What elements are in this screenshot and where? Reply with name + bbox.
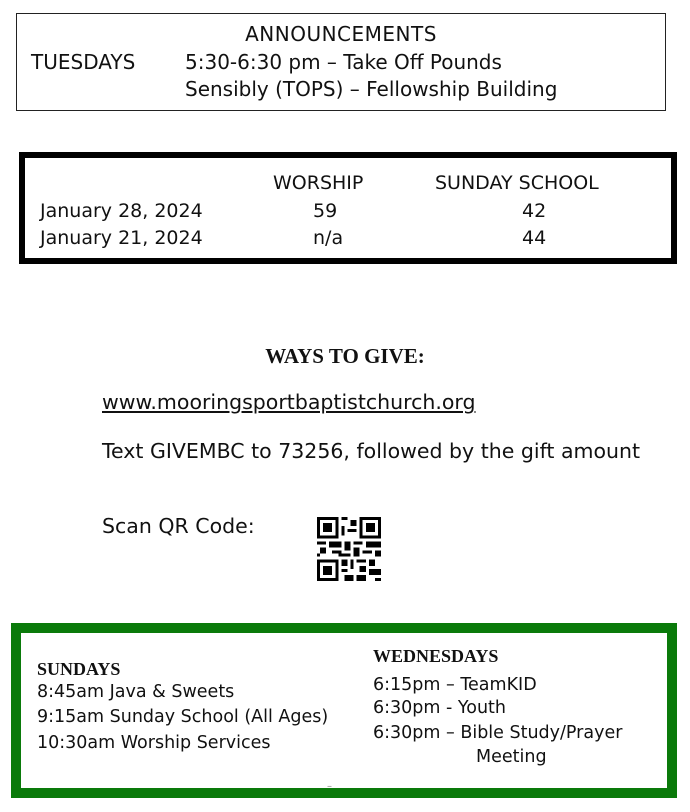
qr-code-icon[interactable] xyxy=(314,517,384,581)
announcement-line-2: Sensibly (TOPS) – Fellowship Building xyxy=(185,77,558,101)
sundays-heading: SUNDAYS xyxy=(37,659,121,679)
row-2-sunday-school: 44 xyxy=(522,227,547,249)
wednesday-item: 6:30pm – Bible Study/Prayer xyxy=(373,723,623,743)
announcement-line-1: 5:30-6:30 pm – Take Off Pounds xyxy=(185,50,502,74)
announcements-title: ANNOUNCEMENTS xyxy=(245,22,437,46)
wednesday-item-continued: Meeting xyxy=(476,747,547,767)
row-2-date: January 21, 2024 xyxy=(40,227,203,249)
footer-mark: – xyxy=(327,781,332,792)
wednesdays-heading: WEDNESDAYS xyxy=(373,646,499,666)
sunday-item: 9:15am Sunday School (All Ages) xyxy=(37,707,329,727)
qr-code-label: Scan QR Code: xyxy=(102,514,255,538)
attendance-table xyxy=(19,152,677,264)
text-to-give-instructions: Text GIVEMBC to 73256, followed by the gift amount xyxy=(102,439,641,463)
announcements-box xyxy=(16,13,666,111)
ways-to-give-title: WAYS TO GIVE: xyxy=(265,344,425,368)
church-website-link[interactable]: www.mooringsportbaptistchurch.org xyxy=(102,390,476,414)
announcement-day: TUESDAYS xyxy=(31,50,136,74)
row-1-sunday-school: 42 xyxy=(522,200,547,222)
wednesday-item: 6:15pm – TeamKID xyxy=(373,675,537,695)
sunday-item: 8:45am Java & Sweets xyxy=(37,682,235,702)
row-1-worship: 59 xyxy=(313,200,338,222)
wednesday-item: 6:30pm - Youth xyxy=(373,698,507,718)
sunday-item: 10:30am Worship Services xyxy=(37,733,271,753)
row-1-date: January 28, 2024 xyxy=(40,200,203,222)
row-2-worship: n/a xyxy=(313,227,344,249)
header-worship: WORSHIP xyxy=(273,172,364,194)
header-sunday-school: SUNDAY SCHOOL xyxy=(435,172,599,194)
service-schedule-box xyxy=(11,623,677,798)
